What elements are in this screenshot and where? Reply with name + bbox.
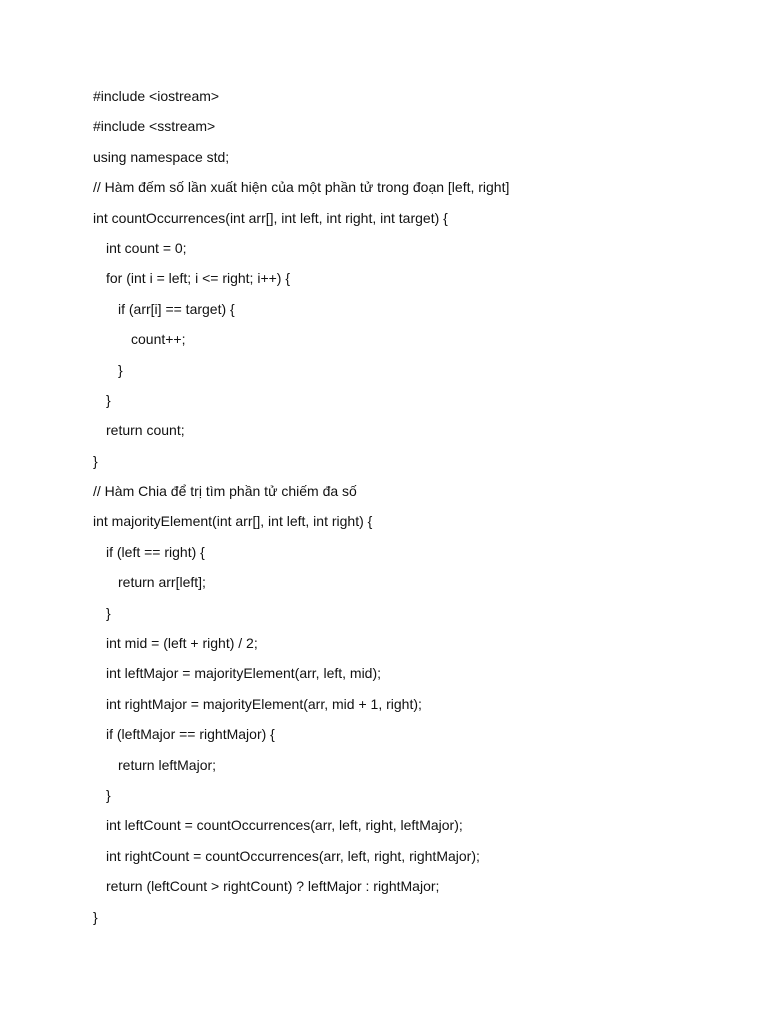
code-line-return-count: return count; xyxy=(106,422,185,439)
code-line-include-iostream: #include <iostream> xyxy=(93,88,220,104)
code-line-for-loop: for (int i = left; i <= right; i++) { xyxy=(106,270,291,287)
code-comment-majority-element: // Hàm Chia để trị tìm phần tử chiếm đa số xyxy=(93,483,357,500)
code-line-close-majors-equal: } xyxy=(106,786,111,803)
code-line-include-sstream: #include <sstream> xyxy=(93,118,216,135)
code-line-left-count: int leftCount = countOccurrences(arr, left, right, leftMajor); xyxy=(106,817,463,834)
code-line-if-majors-equal: if (leftMajor == rightMajor) { xyxy=(106,726,275,743)
code-line-close-count-occurrences: } xyxy=(93,452,98,469)
code-line-if-target: if (arr[i] == target) { xyxy=(118,300,235,317)
code-line-majority-element-signature: int majorityElement(int arr[], int left, int right) { xyxy=(93,513,373,530)
code-line-close-majority-element: } xyxy=(93,908,98,925)
code-line-close-base-case: } xyxy=(106,604,111,621)
code-line-return-left-major: return leftMajor; xyxy=(118,756,217,773)
code-comment-count-occurrences: // Hàm đếm số lần xuất hiện của một phần tử trong đoạn [left, right] xyxy=(93,179,510,196)
code-line-close-if: } xyxy=(118,361,123,378)
code-line-if-base-case: if (left == right) { xyxy=(106,543,205,560)
code-line-return-arr-left: return arr[left]; xyxy=(118,574,206,591)
code-line-count-init: int count = 0; xyxy=(106,239,187,256)
code-line-using-namespace: using namespace std; xyxy=(93,148,230,165)
code-line-right-major: int rightMajor = majorityElement(arr, mid + 1, right); xyxy=(106,695,422,712)
code-line-count-occurrences-signature: int countOccurrences(int arr[], int left, int right, int target) { xyxy=(93,209,448,226)
code-line-mid: int mid = (left + right) / 2; xyxy=(106,635,258,652)
code-line-count-increment: count++; xyxy=(131,331,186,348)
code-line-right-count: int rightCount = countOccurrences(arr, left, right, rightMajor); xyxy=(106,847,480,864)
code-line-left-major: int leftMajor = majorityElement(arr, left, mid); xyxy=(106,665,382,682)
code-line-close-for: } xyxy=(106,391,111,408)
code-line-return-majority: return (leftCount > rightCount) ? leftMajor : rightMajor; xyxy=(106,878,440,895)
code-listing xyxy=(93,86,509,937)
